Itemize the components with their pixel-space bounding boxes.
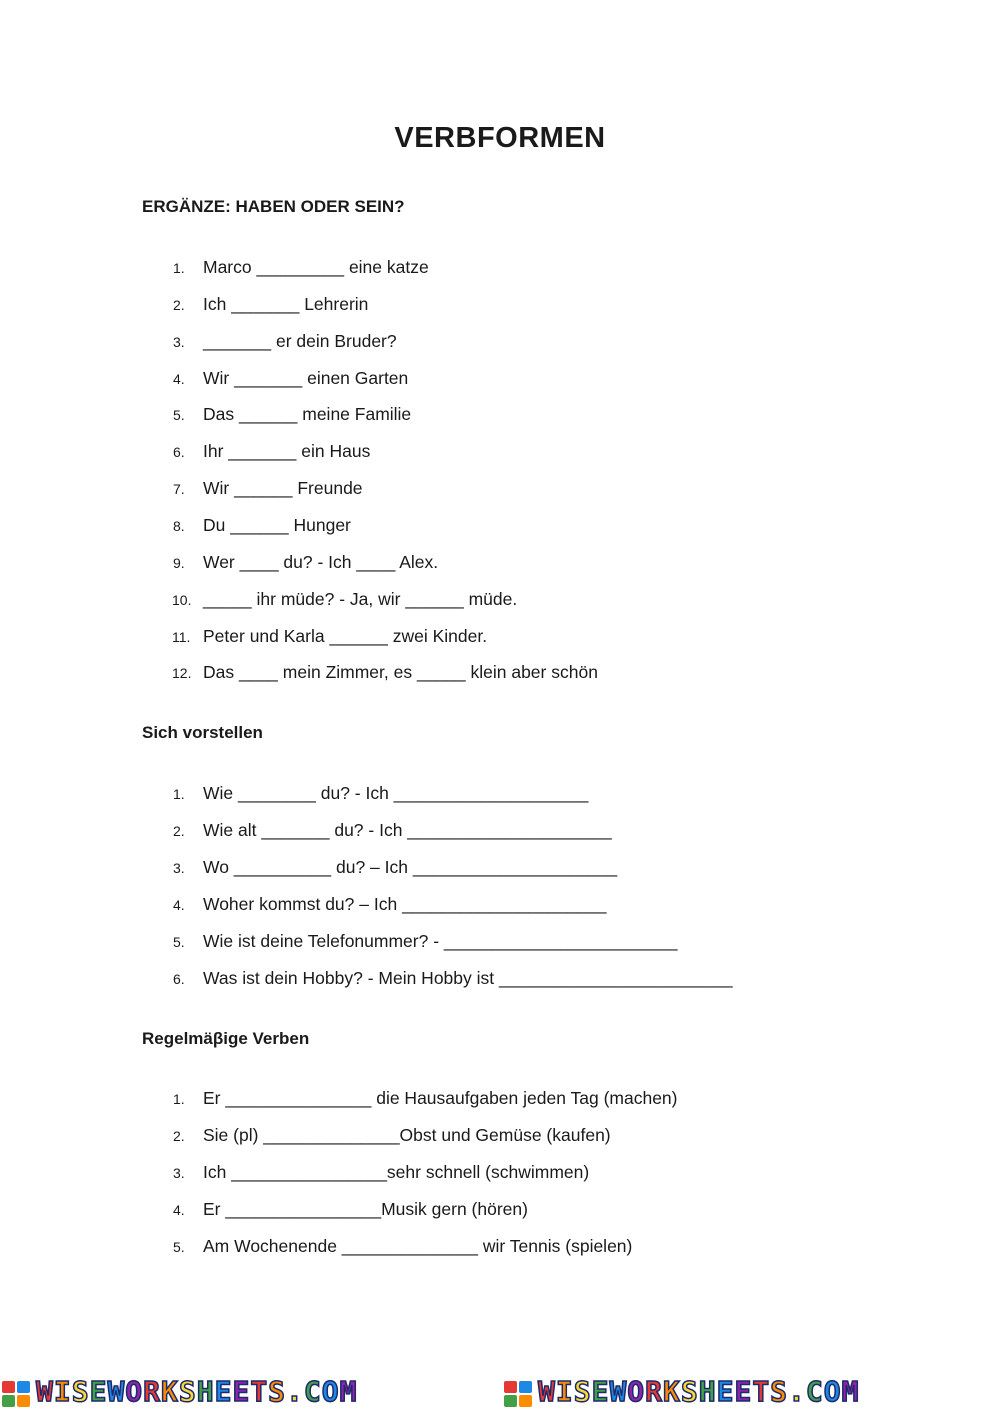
watermark-letter: E [591,1375,610,1408]
item-text: Sie (pl) ______________Obst und Gemüse (kaufen) [203,1125,611,1145]
watermark-letter: K [663,1375,681,1408]
watermark-letter: K [161,1375,179,1408]
watermark-letter: O [321,1375,340,1408]
watermark-letter: E [89,1375,108,1408]
watermark-letter: S [71,1375,90,1408]
watermark-letter: W [609,1375,628,1408]
item-number: 8. [173,518,185,534]
watermark-text [538,1375,859,1408]
watermark-letter: S [680,1375,699,1408]
logo-mark-icon [2,1381,30,1407]
item-number: 6. [173,971,185,987]
watermark-letter: H [196,1375,215,1408]
watermark-letter: R [645,1375,664,1408]
watermark-letter: S [268,1375,287,1408]
item-text: Wie alt _______ du? - Ich _____________________ [203,820,612,840]
item-text: Wir _______ einen Garten [203,368,409,388]
watermark-letter: S [178,1375,197,1408]
item-text: Ihr _______ ein Haus [203,441,371,461]
watermark-letter: W [538,1375,556,1408]
item-number: 10. [172,592,192,608]
item-number: 4. [173,371,185,387]
item-number: 2. [173,823,185,839]
item-number: 12. [172,665,192,681]
watermark-letter: S [573,1375,592,1408]
item-text: Wir ______ Freunde [203,478,363,498]
item-text: Was ist dein Hobby? - Mein Hobby ist ________________________ [203,968,733,988]
item-number: 4. [173,1202,185,1218]
item-text: Peter und Karla ______ zwei Kinder. [203,626,488,646]
watermark-letter: . [788,1375,806,1408]
watermark-letter: S [770,1375,789,1408]
item-text: Ich ________________sehr schnell (schwimmen) [203,1162,590,1182]
watermark-letter: T [752,1375,771,1408]
watermark-letter: R [143,1375,162,1408]
item-text: Du ______ Hunger [203,515,351,535]
item-number: 11. [172,629,191,645]
item-number: 1. [173,786,185,802]
item-text: Er _______________ die Hausaufgaben jeden Tag (machen) [203,1088,678,1108]
watermark-letter: C [805,1375,824,1408]
item-text: Woher kommst du? – Ich _____________________ [203,894,607,914]
watermark-letter: C [303,1375,322,1408]
page-title: VERBFORMEN [394,122,606,154]
watermark-letter: O [823,1375,842,1408]
watermark-letter: E [716,1375,735,1408]
item-number: 1. [173,1091,185,1107]
watermark-text [36,1375,357,1408]
watermark-letter: T [250,1375,269,1408]
item-number: 4. [173,897,185,913]
item-text: Wo __________ du? – Ich _____________________ [203,857,618,877]
item-text: Marco _________ eine katze [203,257,429,277]
item-number: 3. [173,334,185,350]
watermark-footer [0,1373,1000,1413]
item-number: 5. [173,1239,185,1255]
item-text: Wie ________ du? - Ich ____________________ [203,783,589,803]
item-number: 3. [173,1165,185,1181]
item-text: Er ________________Musik gern (hören) [203,1199,528,1219]
watermark-letter: H [698,1375,717,1408]
item-number: 6. [173,444,185,460]
item-number: 9. [173,555,185,571]
item-text: Das ______ meine Familie [203,404,412,424]
watermark-letter: I [555,1375,574,1408]
watermark-letter: I [53,1375,72,1408]
item-text: _______ er dein Bruder? [203,331,397,351]
item-text: Am Wochenende ______________ wir Tennis (spielen) [203,1236,633,1256]
item-text: Wie ist deine Telefonummer? - ________________________ [203,931,678,951]
watermark-letter: O [125,1375,144,1408]
watermark-letter: E [734,1375,753,1408]
watermark-letter: W [36,1375,54,1408]
item-text: Wer ____ du? - Ich ____ Alex. [203,552,439,572]
item-text: _____ ihr müde? - Ja, wir ______ müde. [203,589,518,609]
watermark-letter: W [107,1375,126,1408]
section-heading-haben-sein: ERGÄNZE: HABEN ODER SEIN? [142,197,405,216]
item-number: 1. [173,260,185,276]
item-number: 7. [173,481,185,497]
watermark-letter: E [214,1375,233,1408]
watermark-letter: M [339,1375,358,1408]
section-heading-regelmaessige-verben: Regelmäβige Verben [142,1029,310,1048]
item-text: Ich _______ Lehrerin [203,294,369,314]
item-number: 3. [173,860,185,876]
section-heading-sich-vorstellen: Sich vorstellen [142,723,263,742]
item-text: Das ____ mein Zimmer, es _____ klein aber schön [203,662,598,682]
item-number: 2. [173,1128,185,1144]
item-number: 5. [173,934,185,950]
item-number: 5. [173,407,185,423]
watermark-letter: M [841,1375,860,1408]
watermark-letter: E [232,1375,251,1408]
watermark-letter: . [286,1375,304,1408]
item-number: 2. [173,297,185,313]
logo-mark-icon [504,1381,532,1407]
watermark-letter: O [627,1375,646,1408]
